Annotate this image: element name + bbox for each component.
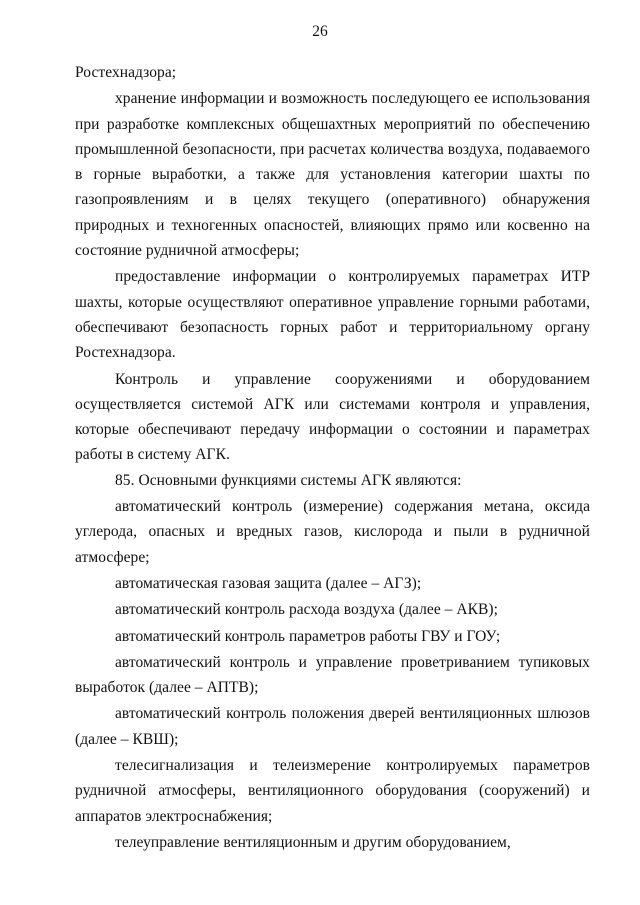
paragraph-storage: хранение информации и возможность последующего ее использования при разработке комплексных общешахтных мероприятий по обеспечению промышленной безопасности, при расчетах количества воздуха, подаваемого в горные выработки, а также для установления категории шахты по газопроявлениям и в целях текущего (оперативного) обнаружения природных и техногенных опасностей, влияющих прямо или косвенно на состояние рудничной атмосферы; <box>75 90 590 260</box>
list-item-akv: автоматический контроль расхода воздуха (далее – АКВ); <box>115 601 498 619</box>
paragraph-section-85: 85. Основными функциями системы АГК являются: <box>115 471 462 489</box>
list-item-aptv: автоматический контроль и управление проветриванием тупиковых выработок (далее – АПТВ); <box>75 653 590 697</box>
page-number: 26 <box>312 23 328 40</box>
list-item-agz: автоматическая газовая защита (далее – АГЗ); <box>115 574 422 592</box>
list-item-telecontrol: телеуправление вентиляционным и другим оборудованием, <box>115 833 511 851</box>
list-item-kvsh: автоматический контроль положения дверей вентиляционных шлюзов (далее – КВШ); <box>75 705 590 748</box>
list-item-gvu-gou: автоматический контроль параметров работы ГВУ и ГОУ; <box>115 627 501 645</box>
paragraph-continuation: Ростехнадзора; <box>75 64 177 81</box>
paragraph-info-provision: предоставление информации о контролируемых параметрах ИТР шахты, которые осуществляют оперативное управление горными работами, обеспечивают безопасность горных работ и территориальному органу Ростехнадзора. <box>75 268 590 362</box>
list-item-gas-monitoring: автоматический контроль (измерение) содержания метана, оксида углерода, опасных и вредных газов, кислорода и пыли в рудничной атмосфере; <box>75 498 590 566</box>
document-body <box>75 60 590 855</box>
paragraph-control-management: Контроль и управление сооружениями и оборудованием осуществляется системой АГК или системами контроля и управления, которые обеспечивают передачу информации о состоянии и параметрах работы в систему АГК. <box>75 370 590 464</box>
list-item-telesignaling: телесигнализация и телеизмерение контролируемых параметров рудничной атмосферы, вентиляционного оборудования (сооружений) и аппаратов электроснабжения; <box>75 757 590 825</box>
